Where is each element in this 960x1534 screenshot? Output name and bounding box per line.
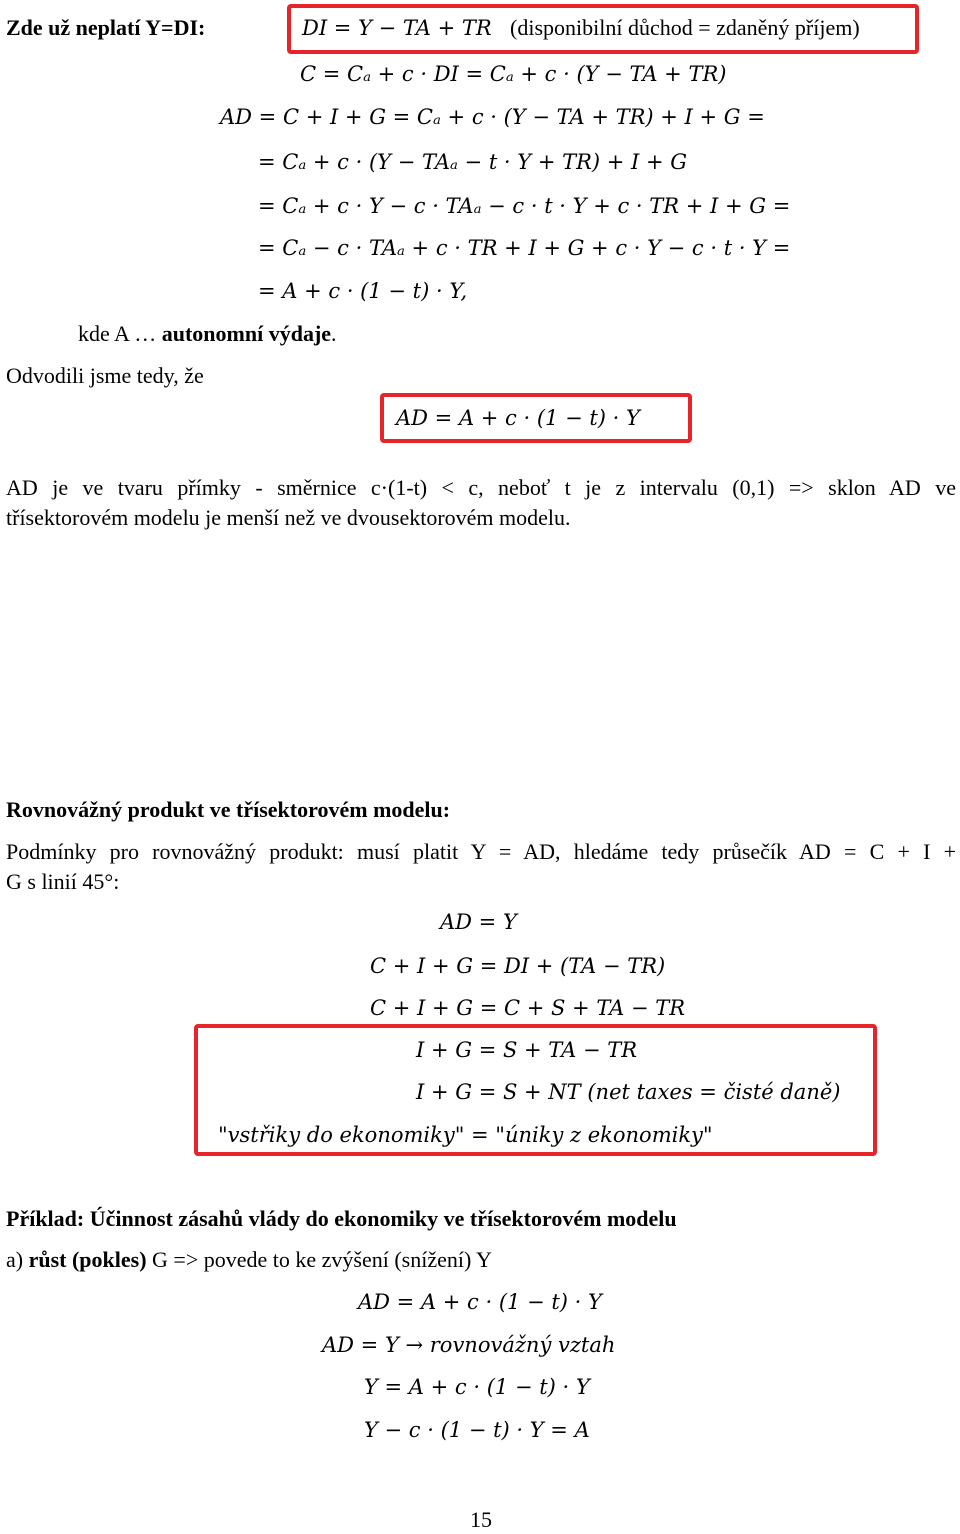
kde-bold: autonomní výdaje (161, 321, 332, 346)
kde-suffix: . (331, 321, 337, 346)
equilibrium-eq-1: AD = Y (440, 910, 517, 934)
equilibrium-eq-5: I + G = S + NT (net taxes = čisté daně) (416, 1080, 841, 1104)
equilibrium-eq-2: C + I + G = DI + (TA − TR) (370, 954, 666, 978)
ad-boxed-equation: AD = A + c · (1 − t) · Y (396, 406, 640, 430)
derivation-line-2: AD = C + I + G = Cₐ + c · (Y − TA + TR) + I + G = (220, 105, 765, 129)
intro-heading: Zde už neplatí Y=DI: (6, 15, 206, 40)
example-item-a (6, 1246, 492, 1274)
example-item-rest: G => povede to ke zvýšení (snížení) Y (146, 1247, 492, 1272)
page-number: 15 (470, 1507, 492, 1532)
example-heading: Příklad: Účinnost zásahů vlády do ekonomiky ve třísektorovém modelu (6, 1206, 677, 1231)
equilibrium-heading: Rovnovážný produkt ve třísektorovém modelu: (6, 797, 451, 822)
example-eq-2: AD = Y → rovnovážný vztah (322, 1333, 616, 1357)
derivation-line-6: = A + c · (1 − t) · Y, (258, 279, 468, 303)
kde-prefix: kde A … (78, 321, 162, 346)
derivation-line-4: = Cₐ + c · Y − c · TAₐ − c · t · Y + c · TR + I + G = (258, 194, 791, 218)
example-item-prefix: a) (6, 1247, 29, 1272)
example-item-bold: růst (pokles) (28, 1247, 147, 1272)
di-equation: DI = Y − TA + TR (302, 16, 492, 40)
conclusion-paragraph-line-2: třísektorovém modelu je menší než ve dvousektorovém modelu. (6, 505, 571, 530)
equilibrium-eq-4: I + G = S + TA − TR (416, 1038, 638, 1062)
equilibrium-eq-3: C + I + G = C + S + TA − TR (370, 996, 686, 1020)
example-eq-3: Y = A + c · (1 − t) · Y (364, 1375, 590, 1399)
derivation-line-5: = Cₐ − c · TAₐ + c · TR + I + G + c · Y − c · t · Y = (258, 236, 791, 260)
conclusion-paragraph-line-1: AD je ve tvaru přímky - směrnice c·(1-t) < c, neboť t je z intervalu (0,1) => sklon AD ve (6, 475, 956, 500)
derivation-line-1: C = Cₐ + c · DI = Cₐ + c · (Y − TA + TR) (300, 62, 727, 86)
example-eq-4: Y − c · (1 − t) · Y = A (364, 1418, 590, 1442)
kde-line (78, 320, 337, 348)
equilibrium-paragraph-line-1: Podmínky pro rovnovážný produkt: musí platit Y = AD, hledáme tedy průsečík AD = C + I + (6, 839, 956, 864)
example-eq-1: AD = A + c · (1 − t) · Y (358, 1290, 602, 1314)
equilibrium-paragraph-line-2: G s linií 45°: (6, 869, 120, 894)
conclusion-intro: Odvodili jsme tedy, že (6, 363, 204, 388)
di-note: (disponibilní důchod = zdaněný příjem) (510, 15, 860, 40)
derivation-line-3: = Cₐ + c · (Y − TAₐ − t · Y + TR) + I + G (258, 150, 688, 174)
equilibrium-eq-6: "vstřiky do ekonomiky" = "úniky z ekonomiky" (218, 1123, 713, 1147)
